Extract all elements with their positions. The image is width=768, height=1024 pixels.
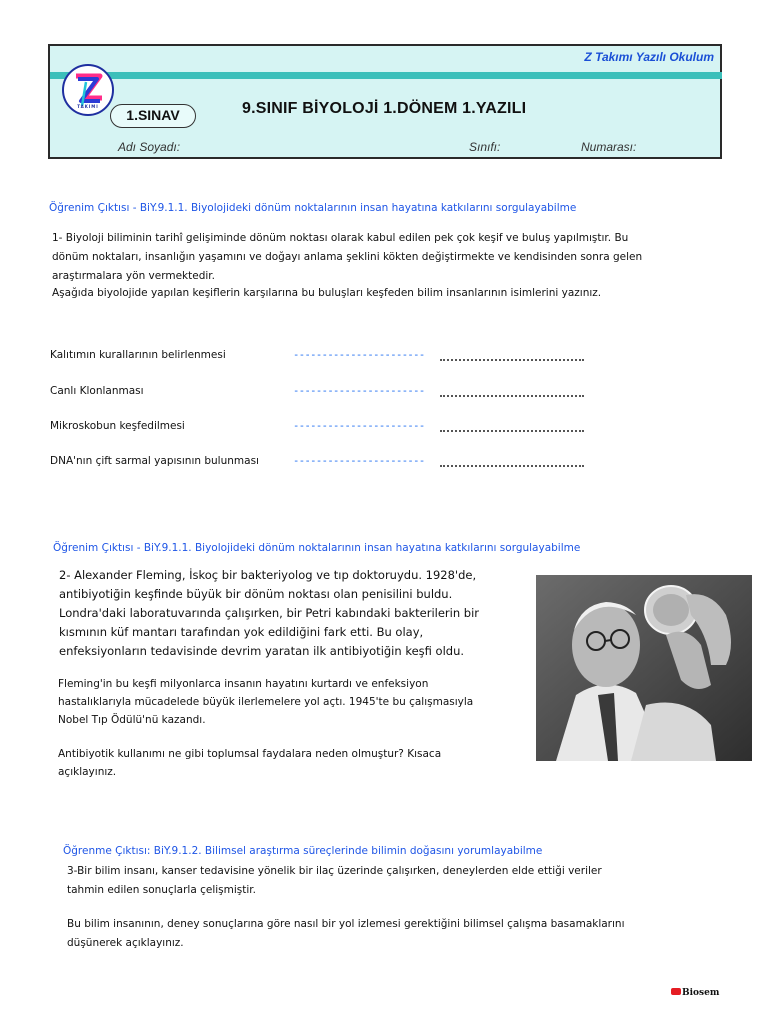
question-2-prompt-line: açıklayınız. xyxy=(58,766,117,778)
footer-brand-text: Biosem xyxy=(682,988,720,998)
question-2-line: 2- Alexander Fleming, İskoç bir bakteriyolog ve tıp doktoruydu. 1928'de, xyxy=(59,568,477,582)
question-2-extra-line: hastalıklarıyla mücadelede büyük ilerlemelere yol açtı. 1945'te bu çalışmasıyla xyxy=(58,696,474,708)
header-accent-band xyxy=(50,72,722,79)
class-field-label: Sınıfı: xyxy=(469,140,501,154)
logo-caption: TAKIMI xyxy=(77,104,99,109)
question-2-line: antibiyotiğin keşfinde büyük bir dönüm noktası olan penisilini buldu. xyxy=(59,587,453,601)
learning-outcome-q3: Öğrenme Çıktısı: BiY.9.1.2. Bilimsel araştırma süreçlerinde bilimin doğasını yorumlayabilme xyxy=(63,845,543,857)
discovery-label-cloning: Canlı Klonlanması xyxy=(50,385,144,397)
answer-dashes: ----------------------- xyxy=(293,455,425,467)
question-2-extra-line: Fleming'in bu keşfi milyonlarca insanın hayatını kurtardı ve enfeksiyon xyxy=(58,678,429,690)
school-name: Z Takımı Yazılı Okulum xyxy=(584,50,714,64)
question-3-prompt-line: düşünerek açıklayınız. xyxy=(67,937,184,949)
answer-blank-microscope[interactable] xyxy=(440,428,584,432)
answer-dashes: ----------------------- xyxy=(293,349,425,361)
question-3-line: 3-Bir bilim insanı, kanser tedavisine yönelik bir ilaç üzerinde çalışırken, deneylerden elde ettiği veriler xyxy=(67,865,602,877)
learning-outcome-q1: Öğrenim Çıktısı - BiY.9.1.1. Biyolojideki dönüm noktalarının insan hayatına katkılarını sorgulayabilme xyxy=(49,202,577,214)
question-2-line: Londra'daki laboratuvarında çalışırken, bir Petri kabındaki bakterilerin bir xyxy=(59,606,480,620)
question-3-line: tahmin edilen sonuçlarla çelişmiştir. xyxy=(67,884,256,896)
question-2-prompt xyxy=(58,745,528,781)
number-field-label: Numarası: xyxy=(581,140,637,154)
question-2-line: kısmının küf mantarı tarafından yok edildiğini fark etti. Bu olay, xyxy=(59,625,424,639)
question-1-line: Aşağıda biyolojide yapılan keşiflerin karşılarına bu buluşları keşfeden bilim insanlarının isimlerini yazınız. xyxy=(52,287,602,299)
answer-dashes: ----------------------- xyxy=(293,420,425,432)
exam-title: 9.SINIF BİYOLOJİ 1.DÖNEM 1.YAZILI xyxy=(242,100,527,117)
answer-blank-dna[interactable] xyxy=(440,463,584,467)
exam-number-badge: 1.SINAV xyxy=(110,104,196,128)
youtube-icon xyxy=(671,988,681,995)
name-field-label: Adı Soyadı: xyxy=(118,140,181,154)
question-1-line: 1- Biyoloji biliminin tarihî gelişiminde dönüm noktası olarak kabul edilen pek çok keşif ve buluş yapılmıştır. Bu xyxy=(52,232,629,244)
question-2-line: enfeksiyonların tedavisinde devrim yaratan ilk antibiyotiğin keşfi oldu. xyxy=(59,644,465,658)
question-3-prompt-line: Bu bilim insanının, deney sonuçlarına göre nasıl bir yol izlemesi gerektiğini bilimsel çalışma basamaklarını xyxy=(67,918,625,930)
answer-blank-cloning[interactable] xyxy=(440,393,584,397)
question-2-text xyxy=(59,566,534,661)
discovery-label-heredity: Kalıtımın kurallarının belirlenmesi xyxy=(50,349,226,361)
question-1-line: dönüm noktaları, insanlığın yaşamını ve doğayı anlama şeklini kökten değiştirmekte ve kendisinden sonra gelen xyxy=(52,251,643,263)
discovery-label-microscope: Mikroskobun keşfedilmesi xyxy=(50,420,185,432)
question-2-extra-line: Nobel Tıp Ödülü'nü kazandı. xyxy=(58,714,206,726)
question-2-extra-text xyxy=(58,675,528,729)
z-team-logo xyxy=(62,64,114,116)
exam-header xyxy=(48,44,722,159)
footer-brand xyxy=(671,988,719,998)
question-1-line: araştırmalara yön vermektedir. xyxy=(52,270,215,282)
learning-outcome-q2: Öğrenim Çıktısı - BiY.9.1.1. Biyolojideki dönüm noktalarının insan hayatına katkılarını sorgulayabilme xyxy=(53,542,581,554)
question-3-prompt xyxy=(67,915,727,953)
discovery-label-dna: DNA'nın çift sarmal yapısının bulunması xyxy=(50,455,259,467)
question-1-text xyxy=(52,229,712,303)
answer-dashes: ----------------------- xyxy=(293,385,425,397)
question-3-text xyxy=(67,862,727,900)
fleming-photo xyxy=(536,575,752,761)
question-2-prompt-line: Antibiyotik kullanımı ne gibi toplumsal faydalara neden olmuştur? Kısaca xyxy=(58,748,442,760)
answer-blank-heredity[interactable] xyxy=(440,357,584,361)
